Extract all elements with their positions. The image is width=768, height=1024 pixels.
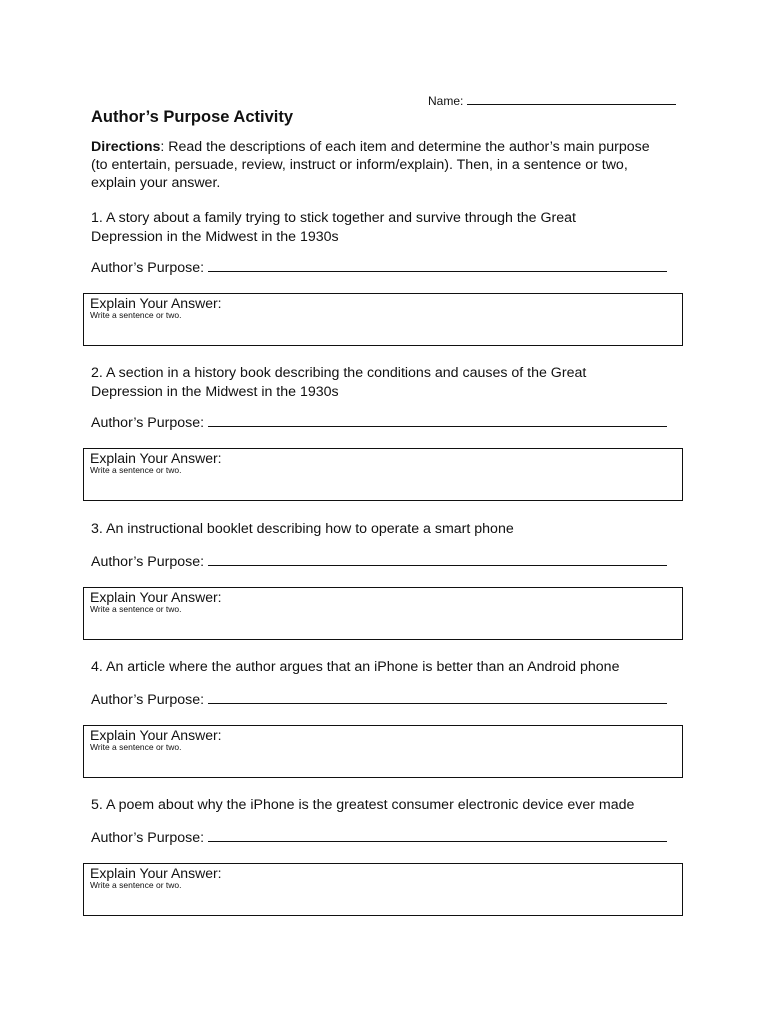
directions [91, 138, 651, 192]
name-underline[interactable] [467, 92, 676, 105]
question-3-text: 3. An instructional booklet describing how to operate a smart phone [91, 521, 514, 537]
question-1-answer-box[interactable] [83, 293, 683, 346]
purpose-label: Author’s Purpose: [91, 692, 205, 708]
question-2-purpose[interactable] [91, 412, 667, 431]
purpose-label: Author’s Purpose: [91, 830, 205, 846]
purpose-label: Author’s Purpose: [91, 260, 205, 276]
answer-hint: Write a sentence or two. [90, 310, 182, 320]
purpose-answer-line[interactable] [208, 257, 667, 272]
purpose-answer-line[interactable] [208, 689, 667, 704]
answer-label: Explain Your Answer: [90, 727, 222, 743]
purpose-answer-line[interactable] [208, 827, 667, 842]
question-1-purpose[interactable] [91, 257, 667, 276]
answer-hint: Write a sentence or two. [90, 465, 182, 475]
question-1-text: 1. A story about a family trying to stick together and survive through the Great Depression in the Midwest in the 1930s [91, 210, 576, 245]
question-2-text: 2. A section in a history book describing the conditions and causes of the Great Depression in the Midwest in the 1930s [91, 365, 587, 400]
name-field[interactable] [428, 92, 676, 108]
question-4-text: 4. An article where the author argues that an iPhone is better than an Android phone [91, 659, 620, 675]
question-3-purpose[interactable] [91, 551, 667, 570]
question-4-purpose[interactable] [91, 689, 667, 708]
purpose-label: Author’s Purpose: [91, 415, 205, 431]
purpose-answer-line[interactable] [208, 412, 667, 427]
question-2-answer-box[interactable] [83, 448, 683, 501]
directions-text: : Read the descriptions of each item and determine the author’s main purpose (to entertain, persuade, review, instruct or inform/explain). Then, in a sentence or two, explain your answer. [91, 139, 650, 191]
answer-hint: Write a sentence or two. [90, 604, 182, 614]
answer-hint: Write a sentence or two. [90, 742, 182, 752]
answer-label: Explain Your Answer: [90, 295, 222, 311]
directions-label: Directions [91, 139, 161, 155]
answer-label: Explain Your Answer: [90, 450, 222, 466]
page-title: Author’s Purpose Activity [91, 108, 294, 126]
answer-hint: Write a sentence or two. [90, 880, 182, 890]
purpose-label: Author’s Purpose: [91, 554, 205, 570]
question-5-answer-box[interactable] [83, 863, 683, 916]
name-label: Name: [428, 94, 464, 108]
answer-label: Explain Your Answer: [90, 865, 222, 881]
answer-label: Explain Your Answer: [90, 589, 222, 605]
question-4-answer-box[interactable] [83, 725, 683, 778]
question-5-purpose[interactable] [91, 827, 667, 846]
question-3-answer-box[interactable] [83, 587, 683, 640]
purpose-answer-line[interactable] [208, 551, 667, 566]
question-5-text: 5. A poem about why the iPhone is the greatest consumer electronic device ever made [91, 797, 635, 813]
